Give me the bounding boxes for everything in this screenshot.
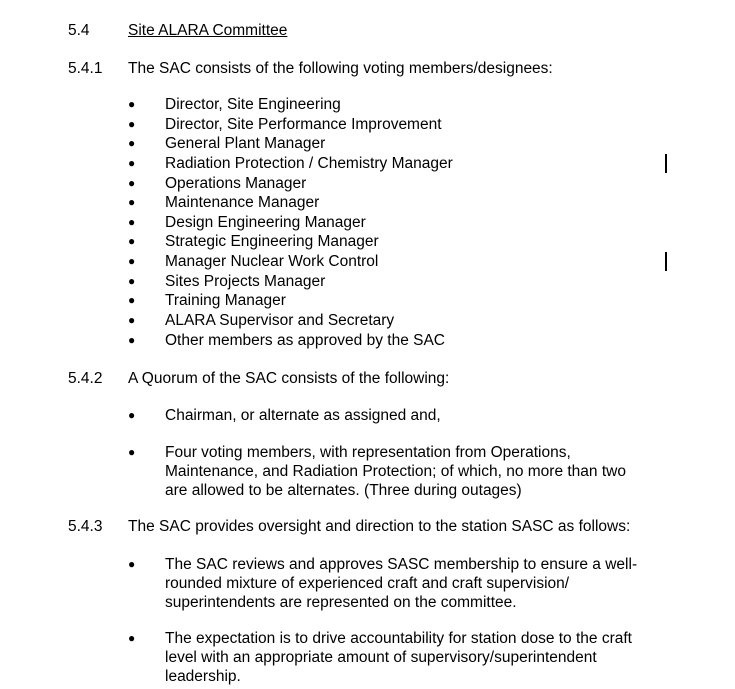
bullet-icon: ● [128, 333, 136, 347]
oversight-item-line: leadership. [165, 668, 241, 685]
bullet-icon: ● [128, 136, 136, 150]
subsection-text-543: The SAC provides oversight and direction to the station SASC as follows: [128, 518, 631, 535]
section-number: 5.4 [68, 22, 90, 39]
member-item: Operations Manager [165, 175, 307, 192]
bullet-icon: ● [128, 274, 136, 288]
quorum-item-line: Maintenance, and Radiation Protection; of which, no more than two [165, 463, 626, 480]
member-item: Strategic Engineering Manager [165, 233, 379, 250]
member-item: Sites Projects Manager [165, 273, 326, 290]
member-item: Radiation Protection / Chemistry Manager [165, 155, 453, 172]
oversight-item-line: The expectation is to drive accountability for station dose to the craft [165, 630, 632, 647]
subsection-text-542: A Quorum of the SAC consists of the following: [128, 370, 450, 387]
oversight-item-line: The SAC reviews and approves SASC membership to ensure a well- [165, 556, 638, 573]
section-title: Site ALARA Committee [128, 22, 288, 39]
subsection-number-542: 5.4.2 [68, 370, 103, 387]
bullet-icon: ● [128, 254, 136, 268]
bullet-icon: ● [128, 408, 136, 422]
bullet-icon: ● [128, 195, 136, 209]
bullet-icon: ● [128, 631, 136, 645]
bullet-icon: ● [128, 97, 136, 111]
bullet-icon: ● [128, 234, 136, 248]
bullet-icon: ● [128, 293, 136, 307]
subsection-text-541: The SAC consists of the following voting members/designees: [128, 60, 553, 77]
bullet-icon: ● [128, 445, 136, 459]
subsection-number-541: 5.4.1 [68, 60, 103, 77]
member-item: Other members as approved by the SAC [165, 332, 445, 349]
oversight-item-line: rounded mixture of experienced craft and craft supervision/ [165, 575, 570, 592]
quorum-item: Chairman, or alternate as assigned and, [165, 407, 441, 424]
member-item: General Plant Manager [165, 135, 326, 152]
quorum-item-line: Four voting members, with representation from Operations, [165, 444, 571, 461]
revision-change-bar [665, 154, 667, 173]
bullet-icon: ● [128, 176, 136, 190]
bullet-icon: ● [128, 117, 136, 131]
member-item: Director, Site Engineering [165, 96, 341, 113]
member-item: Maintenance Manager [165, 194, 320, 211]
oversight-item-line: level with an appropriate amount of supervisory/superintendent [165, 649, 597, 666]
member-item: Director, Site Performance Improvement [165, 116, 442, 133]
bullet-icon: ● [128, 215, 136, 229]
revision-change-bar [665, 252, 667, 271]
member-item: Training Manager [165, 292, 286, 309]
member-item: Manager Nuclear Work Control [165, 253, 379, 270]
oversight-item-line: superintendents are represented on the committee. [165, 594, 517, 611]
subsection-number-543: 5.4.3 [68, 518, 103, 535]
bullet-icon: ● [128, 313, 136, 327]
quorum-item-line: are allowed to be alternates. (Three during outages) [165, 482, 522, 499]
bullet-icon: ● [128, 557, 136, 571]
bullet-icon: ● [128, 156, 136, 170]
member-item: ALARA Supervisor and Secretary [165, 312, 395, 329]
member-item: Design Engineering Manager [165, 214, 366, 231]
